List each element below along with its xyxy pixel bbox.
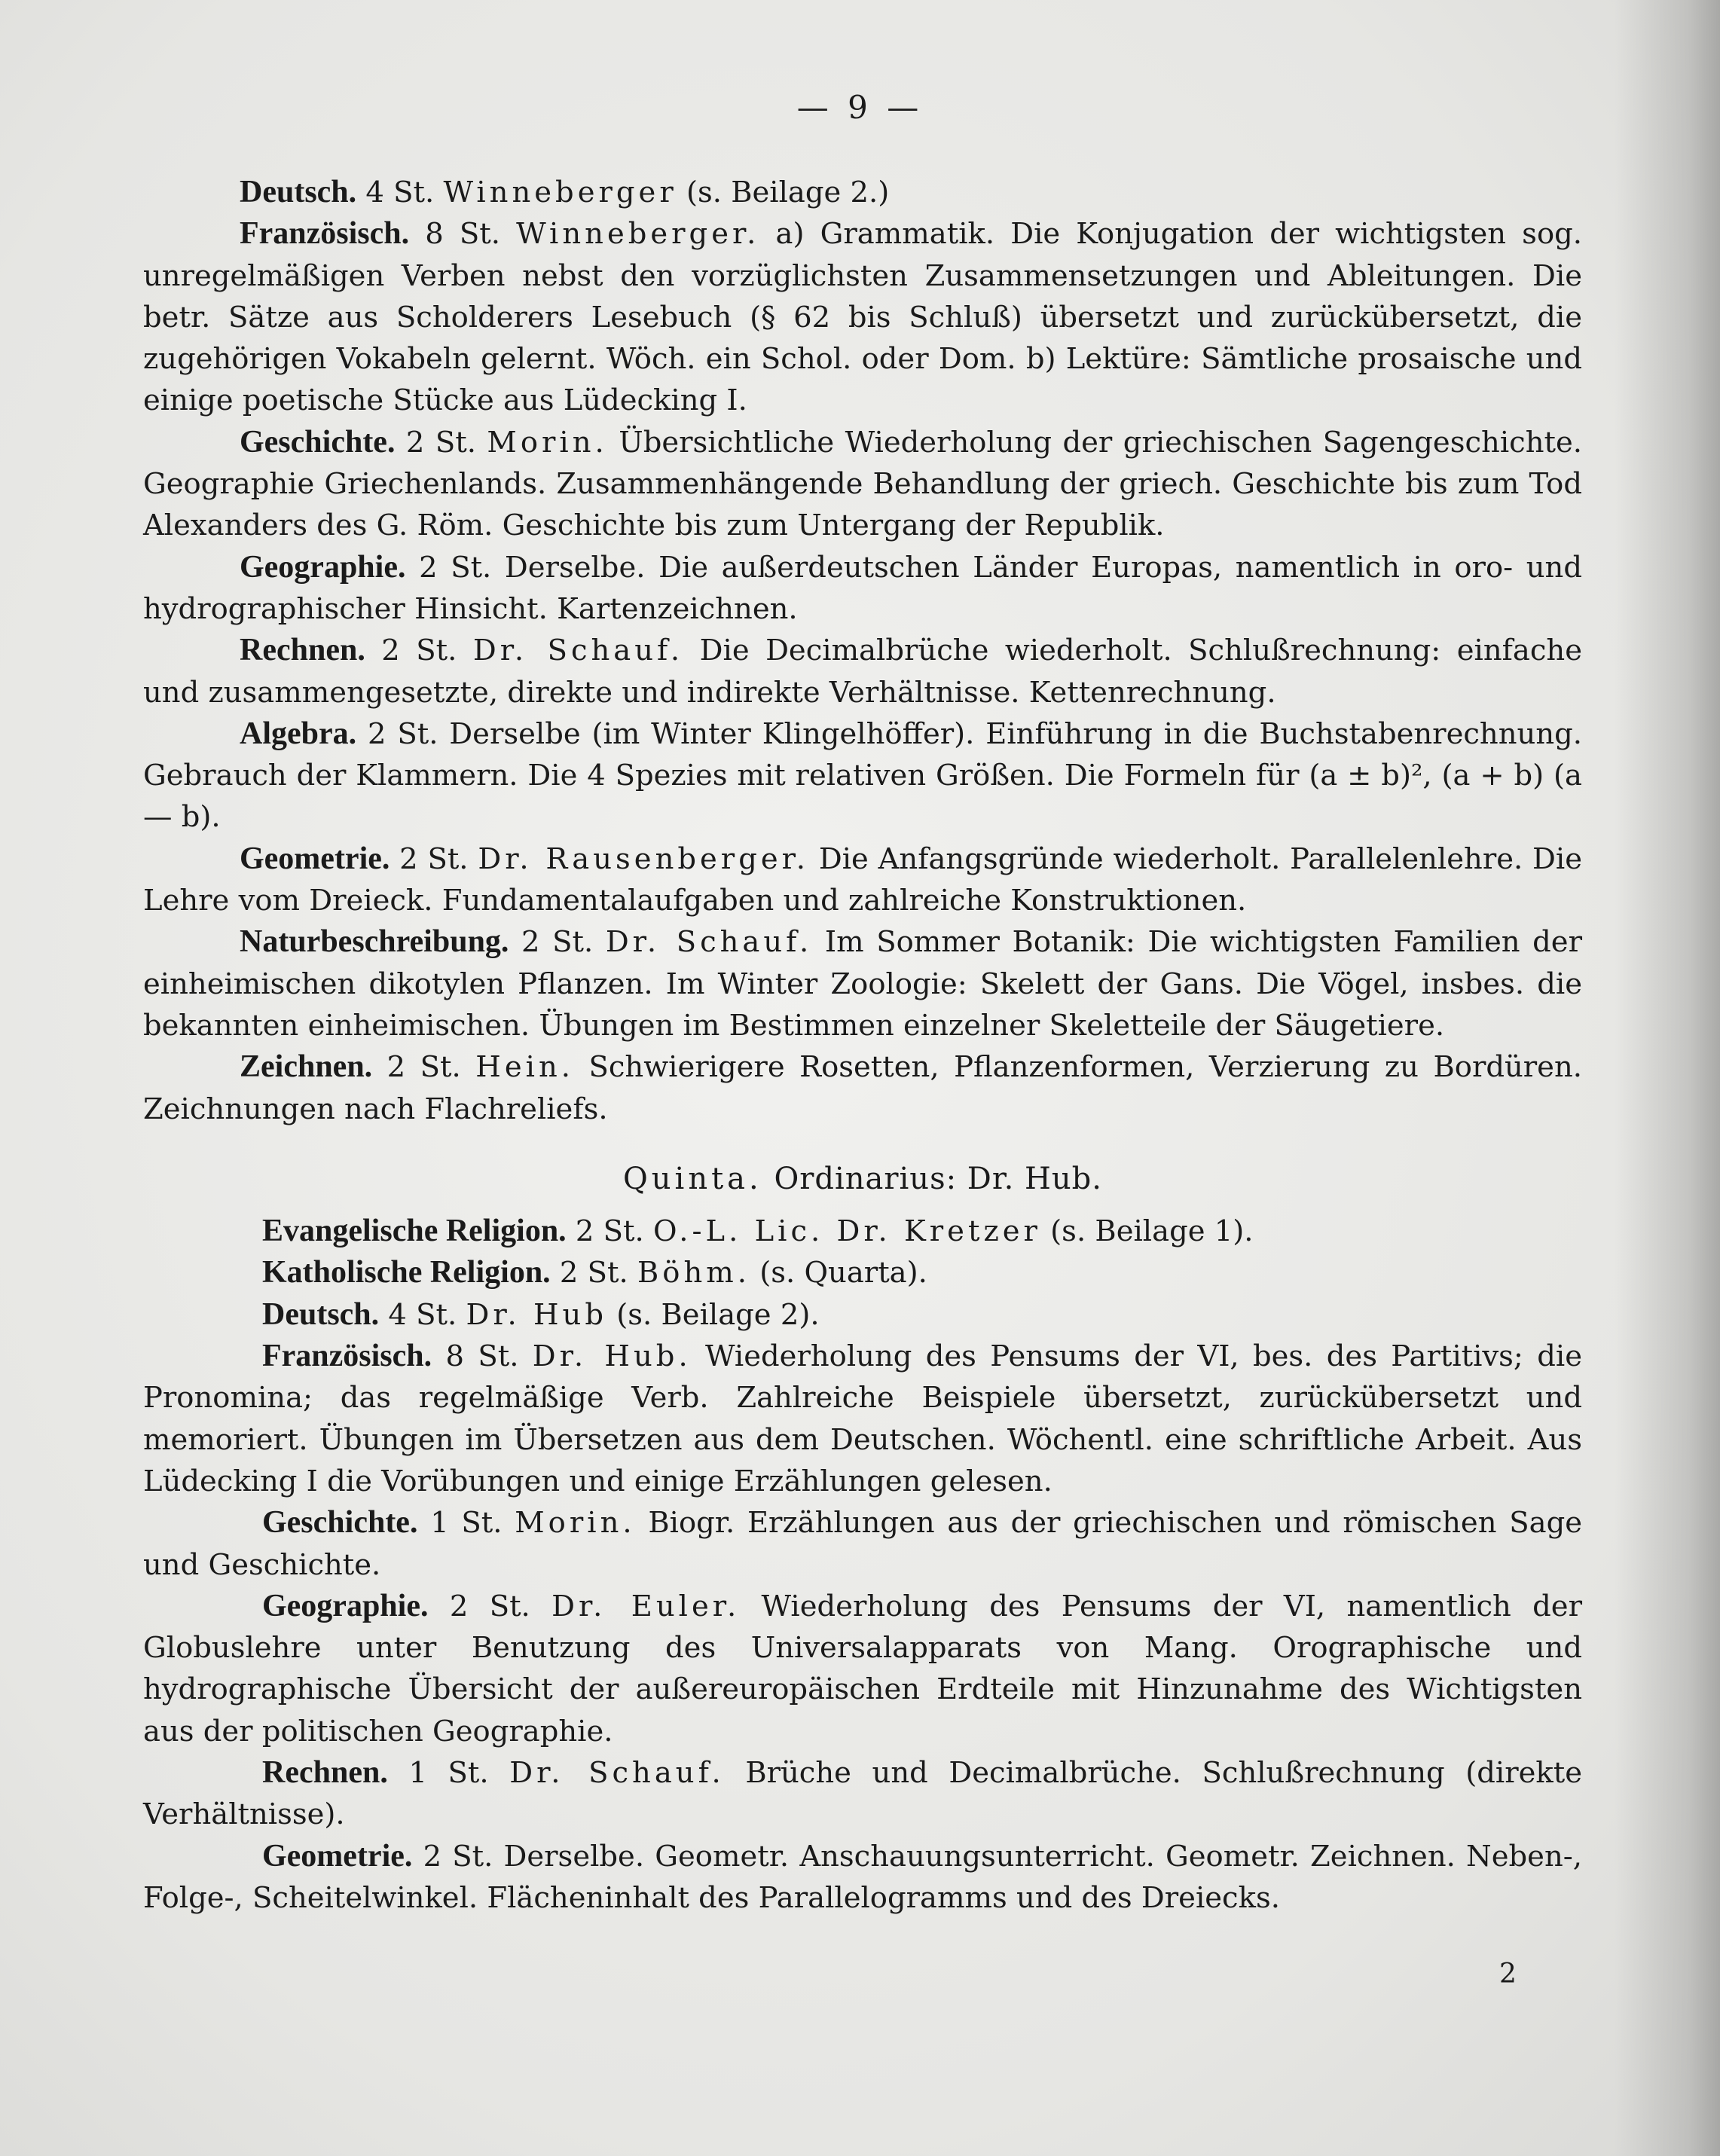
- paragraph-body: (s. Quarta).: [750, 1256, 927, 1290]
- teacher-name: Böhm.: [637, 1256, 750, 1290]
- paragraph-body: Wiederholung des Pensums der VI, namentlich der Globuslehre unter Benutzung des Universalapparats von Mang. Orographische und hydrographische Übersicht der außereuropäischen Erdteile mit Hinzunahme des Wichtigsten aus der politischen Geographie.: [143, 1589, 1582, 1748]
- teacher-name: Dr. Schauf.: [605, 925, 813, 960]
- hours: 8 St.: [409, 217, 517, 252]
- hours: 2 St.: [356, 716, 450, 751]
- hours: 2 St.: [372, 1050, 476, 1085]
- paragraph-deutsch-quinta: [143, 1294, 1582, 1336]
- hours: 2 St.: [405, 550, 505, 585]
- teacher-name: Dr. Euler.: [551, 1589, 741, 1623]
- paragraph-body: a) Grammatik. Die Konjugation der wichtigsten sog. unregelmäßigen Verben nebst den vorzüglichsten Zusammensetzungen und Ableitungen. Die betr. Sätze aus Scholderers Lesebuch (§ 62 bis Schluß) übersetzt und zurückübersetzt, die zugehörigen Vokabeln gelernt. Wöch. ein Schol. oder Dom. b) Lektüre: Sämtliche prosaische und einige poetische Stücke aus Lüdecking I.: [143, 217, 1583, 418]
- subject-heading: Französisch.: [240, 216, 410, 252]
- teacher-name: Dr. Schauf.: [472, 634, 684, 668]
- hours: 4 St.: [379, 1297, 466, 1332]
- paragraph-rechnen: [143, 630, 1582, 713]
- ordinarius: Ordinarius: Dr. Hub.: [774, 1161, 1102, 1196]
- page-number: — 9 —: [796, 89, 924, 126]
- paragraph-geographie: [143, 547, 1582, 631]
- hours: 1 St.: [387, 1755, 510, 1790]
- class-name: Quinta.: [623, 1161, 762, 1196]
- paragraph-franzoesisch-quinta: [143, 1336, 1582, 1502]
- hours: 2 St.: [365, 634, 473, 668]
- subject-heading: Zeichnen.: [240, 1049, 373, 1085]
- teacher-name: Morin.: [515, 1506, 636, 1541]
- paragraph-body: Die Decimalbrüche wiederholt. Schlußrechnung: einfache und zusammengesetzte, direkte und indirekte Verhältnisse. Kettenrechnung.: [143, 634, 1582, 710]
- paragraph-body: Derselbe (im Winter Klingelhöffer). Einführung in die Buchstabenrechnung. Gebrauch der Klammern. Die 4 Spezies mit relativen Größen. Die Formeln für (a ± b)², (a + b) (a — b).: [143, 716, 1583, 835]
- paragraph-deutsch: [143, 172, 1582, 213]
- subject-heading: Französisch.: [262, 1339, 432, 1374]
- teacher-name: Dr. Rausenberger.: [478, 841, 810, 876]
- paragraph-body: Schwierigere Rosetten, Pflanzenformen, Verzierung zu Bordüren. Zeichnungen nach Flachreliefs.: [143, 1050, 1583, 1126]
- hours: 2 St.: [428, 1589, 552, 1623]
- paragraph-body: Brüche und Decimalbrüche. Schlußrechnung (direkte Verhältnisse).: [143, 1755, 1583, 1832]
- paragraph-body: Übersichtliche Wiederholung der griechischen Sagengeschichte. Geographie Griechenlands. Zusammenhängende Behandlung der griech. Geschichte bis zum Tod Alexanders des G. Röm. Geschichte bis zum Untergang der Republik.: [143, 425, 1582, 543]
- signature-mark: 2: [1499, 1959, 1517, 1990]
- paragraph-algebra: [143, 713, 1582, 838]
- paragraph-body: Wiederholung des Pensums der VI, bes. des Partitivs; die Pronomina; das regelmäßige Verb. Zahlreiche Beispiele übersetzt, zurückübersetzt und memoriert. Übungen im Übersetzen aus dem Deutschen. Wöchentl. eine schriftliche Arbeit. Aus Lüdecking I die Vorübungen und einige Erzählungen gelesen.: [143, 1339, 1582, 1498]
- paragraph-rechnen-quinta: [143, 1752, 1582, 1836]
- hours: 8 St.: [432, 1339, 533, 1374]
- paragraph-geschichte-quinta: [143, 1502, 1582, 1586]
- teacher-name: Dr. Hub: [466, 1297, 608, 1332]
- paragraph-body: (s. Beilage 2).: [607, 1297, 820, 1332]
- subject-heading: Rechnen.: [262, 1754, 388, 1790]
- paragraph-geschichte: [143, 422, 1582, 547]
- hours: 2 St.: [566, 1214, 653, 1249]
- paragraph-geographie-quinta: [143, 1586, 1582, 1752]
- subject-heading: Algebra.: [240, 716, 357, 751]
- paragraph-naturbeschreibung: [143, 921, 1582, 1046]
- paragraph-body: (s. Beilage 1).: [1040, 1214, 1254, 1249]
- subject-heading: Evangelische Religion.: [262, 1214, 567, 1249]
- hours: 2 St.: [412, 1839, 504, 1874]
- teacher-name: O.-L. Lic. Dr. Kretzer: [652, 1214, 1041, 1249]
- teacher-name: Winneberger.: [516, 217, 760, 252]
- paragraph-body: Biogr. Erzählungen aus der griechischen und römischen Sage und Geschichte.: [143, 1506, 1582, 1582]
- paragraph-body: Im Sommer Botanik: Die wichtigsten Familien der einheimischen dikotylen Pflanzen. Im Winter Zoologie: Skelett der Gans. Die Vögel, insbes. die bekannten einheimischen. Übungen im Bestimmen einzelner Skeletteile der Säugetiere.: [143, 925, 1582, 1043]
- subject-heading: Geschichte.: [262, 1505, 418, 1541]
- subject-heading: Naturbeschreibung.: [240, 924, 509, 960]
- paragraph-franzoesisch: [143, 213, 1582, 421]
- subject-heading: Geographie.: [262, 1588, 429, 1623]
- paragraph-body: Derselbe. Geometr. Anschauungsunterricht. Geometr. Zeichnen. Neben-, Folge-, Scheitelwinkel. Flächeninhalt des Parallelogramms und des Dreiecks.: [143, 1839, 1582, 1915]
- hours: 2 St.: [395, 425, 487, 460]
- hours: 2 St.: [550, 1256, 637, 1290]
- teacher-name: Hein.: [475, 1050, 574, 1085]
- page-edge-shadow: [1615, 0, 1720, 2156]
- section-heading-quinta: [143, 1159, 1582, 1200]
- teacher-name: Morin.: [487, 425, 608, 460]
- paragraph-zeichnen: [143, 1046, 1582, 1130]
- subject-heading: Deutsch.: [240, 175, 357, 209]
- subject-heading: Geographie.: [240, 549, 406, 585]
- paragraph-geometrie-quinta: [143, 1836, 1582, 1919]
- subject-heading: Geometrie.: [262, 1838, 413, 1874]
- subject-heading: Katholische Religion.: [262, 1255, 551, 1290]
- paragraph-body: (s. Beilage 2.): [677, 176, 890, 209]
- subject-heading: Rechnen.: [240, 633, 365, 668]
- body-text: [143, 172, 1582, 1919]
- paragraph-kath-religion: [143, 1252, 1582, 1293]
- paragraph-body: Die Anfangsgründe wiederholt. Parallelenlehre. Die Lehre vom Dreieck. Fundamentalaufgaben und zahlreiche Konstruktionen.: [143, 841, 1583, 918]
- paragraph-geometrie: [143, 838, 1582, 922]
- hours: 2 St.: [509, 925, 606, 960]
- subject-heading: Geschichte.: [240, 424, 396, 460]
- hours: 2 St.: [390, 841, 478, 876]
- teacher-name: Winneberger: [443, 176, 677, 209]
- teacher-name: Dr. Schauf.: [509, 1755, 725, 1790]
- hours: 4 St.: [356, 176, 444, 209]
- subject-heading: Deutsch.: [262, 1296, 380, 1332]
- paragraph-body: Derselbe. Die außerdeutschen Länder Europas, namentlich in oro- und hydrographischer Hinsicht. Kartenzeichnen.: [143, 550, 1582, 626]
- hours: 1 St.: [417, 1506, 515, 1541]
- paragraph-ev-religion: [143, 1211, 1582, 1252]
- teacher-name: Dr. Hub.: [532, 1339, 692, 1374]
- subject-heading: Geometrie.: [240, 841, 390, 876]
